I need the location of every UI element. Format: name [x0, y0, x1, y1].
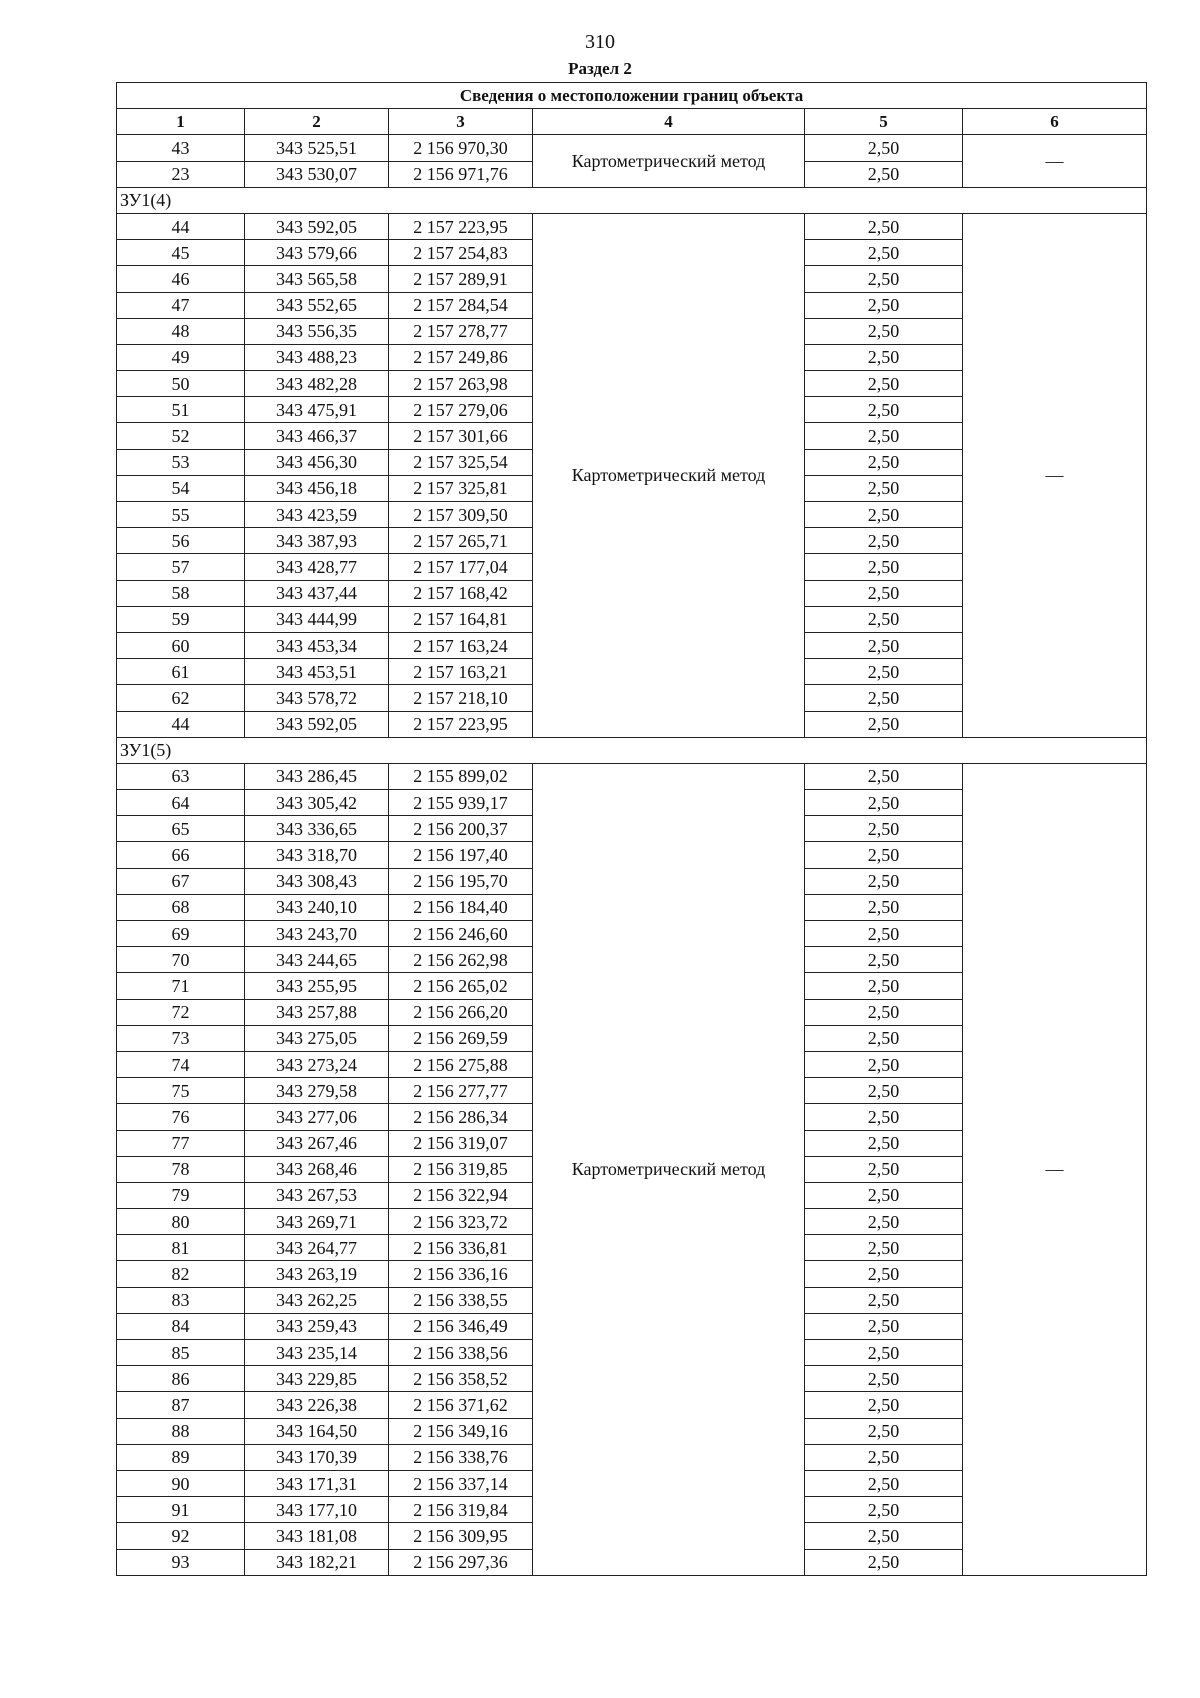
point-number-cell: 92	[117, 1523, 245, 1549]
accuracy-cell: 2,50	[805, 685, 963, 711]
y-coordinate-cell: 2 156 262,98	[389, 947, 533, 973]
point-number-cell: 66	[117, 842, 245, 868]
y-coordinate-cell: 2 156 184,40	[389, 894, 533, 920]
accuracy-cell: 2,50	[805, 1130, 963, 1156]
accuracy-cell: 2,50	[805, 1444, 963, 1470]
x-coordinate-cell: 343 255,95	[245, 973, 389, 999]
point-number-cell: 81	[117, 1235, 245, 1261]
accuracy-cell: 2,50	[805, 161, 963, 187]
x-coordinate-cell: 343 286,45	[245, 763, 389, 789]
y-coordinate-cell: 2 156 275,88	[389, 1051, 533, 1077]
x-coordinate-cell: 343 423,59	[245, 502, 389, 528]
point-number-cell: 86	[117, 1366, 245, 1392]
method-cell: Картометрический метод	[533, 213, 805, 737]
accuracy-cell: 2,50	[805, 318, 963, 344]
point-number-cell: 77	[117, 1130, 245, 1156]
x-coordinate-cell: 343 453,51	[245, 659, 389, 685]
x-coordinate-cell: 343 592,05	[245, 213, 389, 239]
point-number-cell: 76	[117, 1104, 245, 1130]
accuracy-cell: 2,50	[805, 135, 963, 161]
y-coordinate-cell: 2 156 309,95	[389, 1523, 533, 1549]
point-number-cell: 67	[117, 868, 245, 894]
accuracy-cell: 2,50	[805, 1025, 963, 1051]
table-row	[117, 763, 1147, 789]
x-coordinate-cell: 343 262,25	[245, 1287, 389, 1313]
y-coordinate-cell: 2 157 168,42	[389, 580, 533, 606]
accuracy-cell: 2,50	[805, 1156, 963, 1182]
x-coordinate-cell: 343 244,65	[245, 947, 389, 973]
method-cell: Картометрический метод	[533, 763, 805, 1575]
y-coordinate-cell: 2 157 249,86	[389, 344, 533, 370]
accuracy-cell: 2,50	[805, 606, 963, 632]
y-coordinate-cell: 2 156 336,16	[389, 1261, 533, 1287]
point-number-cell: 63	[117, 763, 245, 789]
x-coordinate-cell: 343 444,99	[245, 606, 389, 632]
accuracy-cell: 2,50	[805, 344, 963, 370]
note-cell: —	[963, 763, 1147, 1575]
point-number-cell: 23	[117, 161, 245, 187]
accuracy-cell: 2,50	[805, 423, 963, 449]
accuracy-cell: 2,50	[805, 1051, 963, 1077]
point-number-cell: 75	[117, 1078, 245, 1104]
x-coordinate-cell: 343 437,44	[245, 580, 389, 606]
accuracy-cell: 2,50	[805, 659, 963, 685]
x-coordinate-cell: 343 235,14	[245, 1340, 389, 1366]
x-coordinate-cell: 343 259,43	[245, 1313, 389, 1339]
point-number-cell: 56	[117, 528, 245, 554]
accuracy-cell: 2,50	[805, 580, 963, 606]
accuracy-cell: 2,50	[805, 266, 963, 292]
accuracy-cell: 2,50	[805, 790, 963, 816]
point-number-cell: 44	[117, 213, 245, 239]
x-coordinate-cell: 343 488,23	[245, 344, 389, 370]
y-coordinate-cell: 2 156 971,76	[389, 161, 533, 187]
y-coordinate-cell: 2 155 899,02	[389, 763, 533, 789]
x-coordinate-cell: 343 305,42	[245, 790, 389, 816]
y-coordinate-cell: 2 157 325,54	[389, 449, 533, 475]
table-row	[117, 213, 1147, 239]
point-number-cell: 71	[117, 973, 245, 999]
y-coordinate-cell: 2 156 358,52	[389, 1366, 533, 1392]
accuracy-cell: 2,50	[805, 1235, 963, 1261]
y-coordinate-cell: 2 157 284,54	[389, 292, 533, 318]
accuracy-cell: 2,50	[805, 1340, 963, 1366]
y-coordinate-cell: 2 156 323,72	[389, 1209, 533, 1235]
point-number-cell: 72	[117, 999, 245, 1025]
point-number-cell: 65	[117, 816, 245, 842]
point-number-cell: 45	[117, 240, 245, 266]
y-coordinate-cell: 2 157 289,91	[389, 266, 533, 292]
point-number-cell: 84	[117, 1313, 245, 1339]
point-number-cell: 49	[117, 344, 245, 370]
column-header: 2	[245, 109, 389, 135]
x-coordinate-cell: 343 170,39	[245, 1444, 389, 1470]
point-number-cell: 47	[117, 292, 245, 318]
point-number-cell: 91	[117, 1497, 245, 1523]
table-title-row	[117, 83, 1147, 109]
point-number-cell: 46	[117, 266, 245, 292]
x-coordinate-cell: 343 171,31	[245, 1470, 389, 1496]
accuracy-cell: 2,50	[805, 292, 963, 318]
x-coordinate-cell: 343 275,05	[245, 1025, 389, 1051]
y-coordinate-cell: 2 157 223,95	[389, 213, 533, 239]
y-coordinate-cell: 2 156 346,49	[389, 1313, 533, 1339]
y-coordinate-cell: 2 156 338,56	[389, 1340, 533, 1366]
x-coordinate-cell: 343 182,21	[245, 1549, 389, 1575]
x-coordinate-cell: 343 277,06	[245, 1104, 389, 1130]
group-label: ЗУ1(5)	[117, 737, 1147, 763]
x-coordinate-cell: 343 257,88	[245, 999, 389, 1025]
y-coordinate-cell: 2 156 266,20	[389, 999, 533, 1025]
accuracy-cell: 2,50	[805, 842, 963, 868]
x-coordinate-cell: 343 177,10	[245, 1497, 389, 1523]
point-number-cell: 73	[117, 1025, 245, 1051]
accuracy-cell: 2,50	[805, 1549, 963, 1575]
y-coordinate-cell: 2 156 246,60	[389, 921, 533, 947]
y-coordinate-cell: 2 156 297,36	[389, 1549, 533, 1575]
y-coordinate-cell: 2 157 163,21	[389, 659, 533, 685]
point-number-cell: 52	[117, 423, 245, 449]
y-coordinate-cell: 2 157 254,83	[389, 240, 533, 266]
accuracy-cell: 2,50	[805, 816, 963, 842]
accuracy-cell: 2,50	[805, 632, 963, 658]
point-number-cell: 64	[117, 790, 245, 816]
accuracy-cell: 2,50	[805, 240, 963, 266]
point-number-cell: 74	[117, 1051, 245, 1077]
point-number-cell: 59	[117, 606, 245, 632]
x-coordinate-cell: 343 565,58	[245, 266, 389, 292]
y-coordinate-cell: 2 155 939,17	[389, 790, 533, 816]
accuracy-cell: 2,50	[805, 397, 963, 423]
section-title: Раздел 2	[568, 59, 632, 78]
y-coordinate-cell: 2 156 338,55	[389, 1287, 533, 1313]
point-number-cell: 54	[117, 475, 245, 501]
point-number-cell: 69	[117, 921, 245, 947]
y-coordinate-cell: 2 156 286,34	[389, 1104, 533, 1130]
x-coordinate-cell: 343 578,72	[245, 685, 389, 711]
point-number-cell: 58	[117, 580, 245, 606]
accuracy-cell: 2,50	[805, 973, 963, 999]
y-coordinate-cell: 2 157 263,98	[389, 371, 533, 397]
y-coordinate-cell: 2 156 265,02	[389, 973, 533, 999]
point-number-cell: 60	[117, 632, 245, 658]
method-cell: Картометрический метод	[533, 135, 805, 187]
y-coordinate-cell: 2 156 195,70	[389, 868, 533, 894]
point-number-cell: 57	[117, 554, 245, 580]
x-coordinate-cell: 343 243,70	[245, 921, 389, 947]
x-coordinate-cell: 343 273,24	[245, 1051, 389, 1077]
x-coordinate-cell: 343 579,66	[245, 240, 389, 266]
column-header-row	[117, 109, 1147, 135]
x-coordinate-cell: 343 456,30	[245, 449, 389, 475]
x-coordinate-cell: 343 308,43	[245, 868, 389, 894]
y-coordinate-cell: 2 157 279,06	[389, 397, 533, 423]
x-coordinate-cell: 343 466,37	[245, 423, 389, 449]
y-coordinate-cell: 2 156 337,14	[389, 1470, 533, 1496]
x-coordinate-cell: 343 181,08	[245, 1523, 389, 1549]
column-header: 5	[805, 109, 963, 135]
x-coordinate-cell: 343 556,35	[245, 318, 389, 344]
x-coordinate-cell: 343 552,65	[245, 292, 389, 318]
accuracy-cell: 2,50	[805, 371, 963, 397]
group-label-row	[117, 187, 1147, 213]
point-number-cell: 80	[117, 1209, 245, 1235]
note-cell: —	[963, 213, 1147, 737]
point-number-cell: 68	[117, 894, 245, 920]
note-cell: —	[963, 135, 1147, 187]
y-coordinate-cell: 2 156 269,59	[389, 1025, 533, 1051]
accuracy-cell: 2,50	[805, 1104, 963, 1130]
x-coordinate-cell: 343 240,10	[245, 894, 389, 920]
x-coordinate-cell: 343 318,70	[245, 842, 389, 868]
x-coordinate-cell: 343 267,53	[245, 1182, 389, 1208]
table-row	[117, 135, 1147, 161]
accuracy-cell: 2,50	[805, 894, 963, 920]
accuracy-cell: 2,50	[805, 1287, 963, 1313]
boundary-table	[116, 82, 1147, 1576]
accuracy-cell: 2,50	[805, 711, 963, 737]
x-coordinate-cell: 343 453,34	[245, 632, 389, 658]
accuracy-cell: 2,50	[805, 475, 963, 501]
x-coordinate-cell: 343 336,65	[245, 816, 389, 842]
accuracy-cell: 2,50	[805, 554, 963, 580]
point-number-cell: 79	[117, 1182, 245, 1208]
accuracy-cell: 2,50	[805, 1366, 963, 1392]
x-coordinate-cell: 343 269,71	[245, 1209, 389, 1235]
y-coordinate-cell: 2 157 278,77	[389, 318, 533, 344]
accuracy-cell: 2,50	[805, 1313, 963, 1339]
y-coordinate-cell: 2 157 218,10	[389, 685, 533, 711]
point-number-cell: 62	[117, 685, 245, 711]
column-header: 3	[389, 109, 533, 135]
x-coordinate-cell: 343 530,07	[245, 161, 389, 187]
y-coordinate-cell: 2 157 177,04	[389, 554, 533, 580]
accuracy-cell: 2,50	[805, 1182, 963, 1208]
x-coordinate-cell: 343 475,91	[245, 397, 389, 423]
y-coordinate-cell: 2 157 325,81	[389, 475, 533, 501]
point-number-cell: 53	[117, 449, 245, 475]
y-coordinate-cell: 2 156 197,40	[389, 842, 533, 868]
x-coordinate-cell: 343 482,28	[245, 371, 389, 397]
y-coordinate-cell: 2 156 338,76	[389, 1444, 533, 1470]
x-coordinate-cell: 343 525,51	[245, 135, 389, 161]
x-coordinate-cell: 343 267,46	[245, 1130, 389, 1156]
column-header: 6	[963, 109, 1147, 135]
accuracy-cell: 2,50	[805, 1470, 963, 1496]
x-coordinate-cell: 343 456,18	[245, 475, 389, 501]
x-coordinate-cell: 343 268,46	[245, 1156, 389, 1182]
y-coordinate-cell: 2 156 336,81	[389, 1235, 533, 1261]
accuracy-cell: 2,50	[805, 1497, 963, 1523]
point-number-cell: 48	[117, 318, 245, 344]
point-number-cell: 50	[117, 371, 245, 397]
x-coordinate-cell: 343 592,05	[245, 711, 389, 737]
y-coordinate-cell: 2 156 371,62	[389, 1392, 533, 1418]
point-number-cell: 44	[117, 711, 245, 737]
point-number-cell: 78	[117, 1156, 245, 1182]
accuracy-cell: 2,50	[805, 1209, 963, 1235]
accuracy-cell: 2,50	[805, 763, 963, 789]
y-coordinate-cell: 2 156 319,85	[389, 1156, 533, 1182]
point-number-cell: 82	[117, 1261, 245, 1287]
point-number-cell: 83	[117, 1287, 245, 1313]
point-number-cell: 85	[117, 1340, 245, 1366]
point-number-cell: 87	[117, 1392, 245, 1418]
y-coordinate-cell: 2 156 349,16	[389, 1418, 533, 1444]
accuracy-cell: 2,50	[805, 502, 963, 528]
y-coordinate-cell: 2 157 265,71	[389, 528, 533, 554]
y-coordinate-cell: 2 157 163,24	[389, 632, 533, 658]
y-coordinate-cell: 2 156 319,84	[389, 1497, 533, 1523]
x-coordinate-cell: 343 428,77	[245, 554, 389, 580]
y-coordinate-cell: 2 157 301,66	[389, 423, 533, 449]
group-label-row	[117, 737, 1147, 763]
y-coordinate-cell: 2 156 277,77	[389, 1078, 533, 1104]
x-coordinate-cell: 343 164,50	[245, 1418, 389, 1444]
page-number: 310	[585, 31, 615, 53]
accuracy-cell: 2,50	[805, 999, 963, 1025]
table-title: Сведения о местоположении границ объекта	[117, 83, 1147, 109]
point-number-cell: 55	[117, 502, 245, 528]
y-coordinate-cell: 2 156 322,94	[389, 1182, 533, 1208]
y-coordinate-cell: 2 156 319,07	[389, 1130, 533, 1156]
x-coordinate-cell: 343 279,58	[245, 1078, 389, 1104]
column-header: 1	[117, 109, 245, 135]
point-number-cell: 93	[117, 1549, 245, 1575]
y-coordinate-cell: 2 157 164,81	[389, 606, 533, 632]
accuracy-cell: 2,50	[805, 1418, 963, 1444]
x-coordinate-cell: 343 263,19	[245, 1261, 389, 1287]
accuracy-cell: 2,50	[805, 449, 963, 475]
column-header: 4	[533, 109, 805, 135]
x-coordinate-cell: 343 264,77	[245, 1235, 389, 1261]
point-number-cell: 90	[117, 1470, 245, 1496]
point-number-cell: 70	[117, 947, 245, 973]
y-coordinate-cell: 2 157 309,50	[389, 502, 533, 528]
x-coordinate-cell: 343 226,38	[245, 1392, 389, 1418]
group-label: ЗУ1(4)	[117, 187, 1147, 213]
point-number-cell: 43	[117, 135, 245, 161]
accuracy-cell: 2,50	[805, 1392, 963, 1418]
point-number-cell: 88	[117, 1418, 245, 1444]
y-coordinate-cell: 2 156 970,30	[389, 135, 533, 161]
accuracy-cell: 2,50	[805, 921, 963, 947]
y-coordinate-cell: 2 156 200,37	[389, 816, 533, 842]
x-coordinate-cell: 343 229,85	[245, 1366, 389, 1392]
y-coordinate-cell: 2 157 223,95	[389, 711, 533, 737]
accuracy-cell: 2,50	[805, 947, 963, 973]
accuracy-cell: 2,50	[805, 213, 963, 239]
accuracy-cell: 2,50	[805, 1261, 963, 1287]
x-coordinate-cell: 343 387,93	[245, 528, 389, 554]
accuracy-cell: 2,50	[805, 1078, 963, 1104]
point-number-cell: 61	[117, 659, 245, 685]
point-number-cell: 51	[117, 397, 245, 423]
point-number-cell: 89	[117, 1444, 245, 1470]
accuracy-cell: 2,50	[805, 528, 963, 554]
accuracy-cell: 2,50	[805, 868, 963, 894]
accuracy-cell: 2,50	[805, 1523, 963, 1549]
